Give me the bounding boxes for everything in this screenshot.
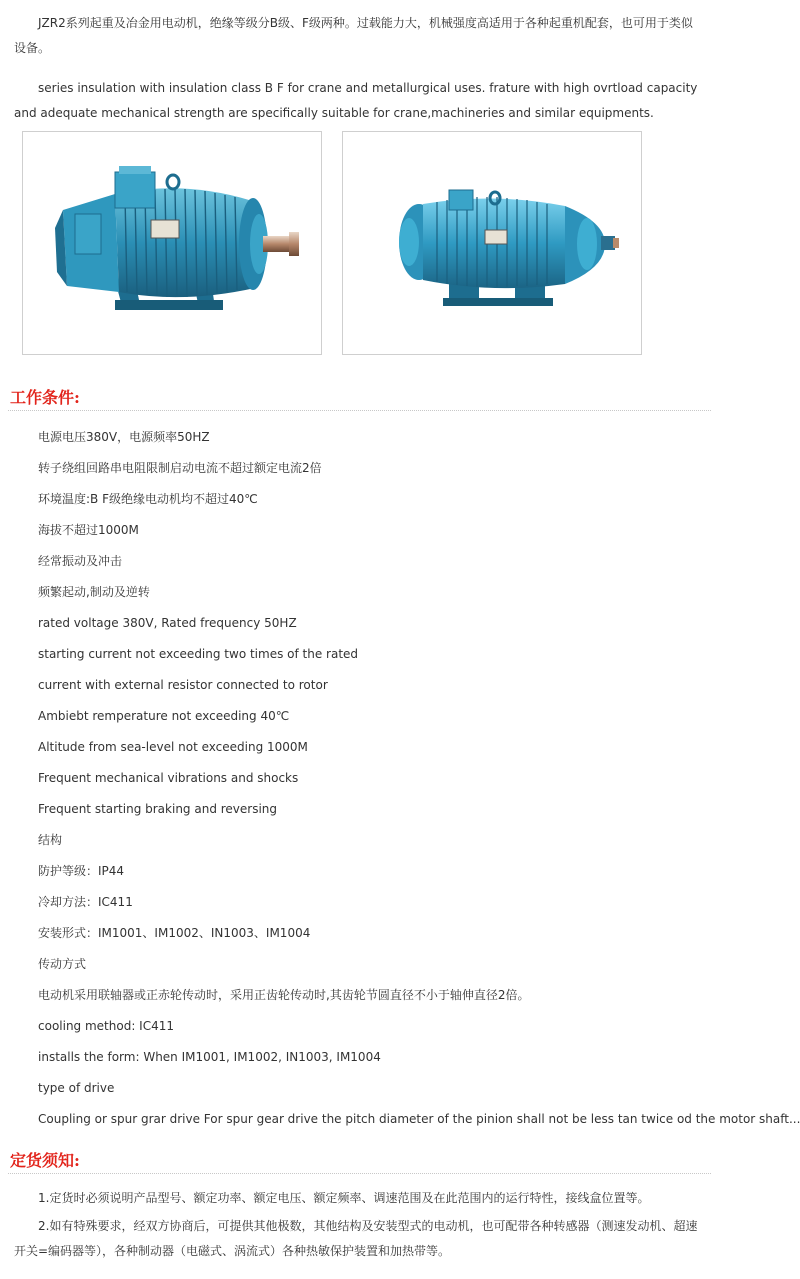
condition-item: Frequent mechanical vibrations and shocks xyxy=(38,771,299,785)
condition-item: installs the form: When IM1001, IM1002, IN1003, IM1004 xyxy=(38,1050,381,1064)
condition-item: 海拔不超过1000M xyxy=(38,523,139,537)
condition-item: cooling method: IC411 xyxy=(38,1019,175,1033)
condition-item: Coupling or spur grar drive For spur gear drive the pitch diameter of the pinion shall not be less tan twice od the motor shaft... xyxy=(38,1112,800,1126)
condition-item: type of drive xyxy=(38,1081,115,1095)
condition-item: 电源电压380V，电源频率50HZ xyxy=(38,430,210,444)
condition-item: 传动方式 xyxy=(38,957,87,971)
order-title: 定货须知: xyxy=(10,1151,80,1170)
motor-illustration-right xyxy=(343,132,641,354)
condition-item: current with external resistor connected to rotor xyxy=(38,678,328,692)
condition-item: 转子绕组回路串电阻限制启动电流不超过额定电流2倍 xyxy=(38,461,322,475)
order-notes xyxy=(0,1186,711,1267)
condition-item: 环境温度:B F级绝缘电动机均不超过40℃ xyxy=(38,492,258,506)
order-note-item: 2.如有特殊要求，经双方协商后，可提供其他极数，其他结构及安装型式的电动机，也可配带各种转感器（测速发动机、超速开关=编码器等），各种制动器（电磁式、涡流式）各种热敏保护装置和加热带等。 xyxy=(14,1219,698,1258)
conditions-list xyxy=(0,423,800,1136)
order-note-item: 1.定货时必须说明产品型号、额定功率、额定电压、额定频率、调速范围及在此范围内的运行特性，接线盒位置等。 xyxy=(38,1191,650,1205)
condition-item: 结构 xyxy=(38,833,63,847)
condition-item: 电动机采用联轴器或正赤轮传动时，采用正齿轮传动时,其齿轮节圆直径不小于轴伸直径2倍。 xyxy=(38,988,530,1002)
conditions-divider xyxy=(8,410,711,411)
intro-english: series insulation with insulation class B F for crane and metallurgical uses. frature with high ovrtload capacity and adequate mechanical strength are specifically suitable for crane,machineries and similar equipments. xyxy=(14,81,698,120)
motor-photo-right xyxy=(342,131,642,355)
condition-item: Altitude from sea-level not exceeding 1000M xyxy=(38,740,308,754)
condition-item: 安装形式：IM1001、IM1002、IN1003、IM1004 xyxy=(38,926,311,940)
intro-chinese: JZR2系列起重及冶金用电动机，绝缘等级分B级、F级两种。过载能力大，机械强度高适用于各种起重机配套，也可用于类似设备。 xyxy=(14,16,693,55)
condition-item: rated voltage 380V, Rated frequency 50HZ xyxy=(38,616,297,630)
conditions-title: 工作条件: xyxy=(10,388,80,407)
motor-photo-left xyxy=(22,131,322,355)
order-divider xyxy=(8,1173,711,1174)
intro-block xyxy=(0,0,711,126)
condition-item: 经常振动及冲击 xyxy=(38,554,123,568)
condition-item: Frequent starting braking and reversing xyxy=(38,802,278,816)
condition-item: 防护等级：IP44 xyxy=(38,864,125,878)
condition-item: starting current not exceeding two times of the rated xyxy=(38,647,359,661)
condition-item: 频繁起动,制动及逆转 xyxy=(38,585,150,599)
condition-item: Ambiebt remperature not exceeding 40℃ xyxy=(38,709,290,723)
condition-item: 冷却方法：IC411 xyxy=(38,895,133,909)
motor-illustration-left xyxy=(23,132,321,354)
